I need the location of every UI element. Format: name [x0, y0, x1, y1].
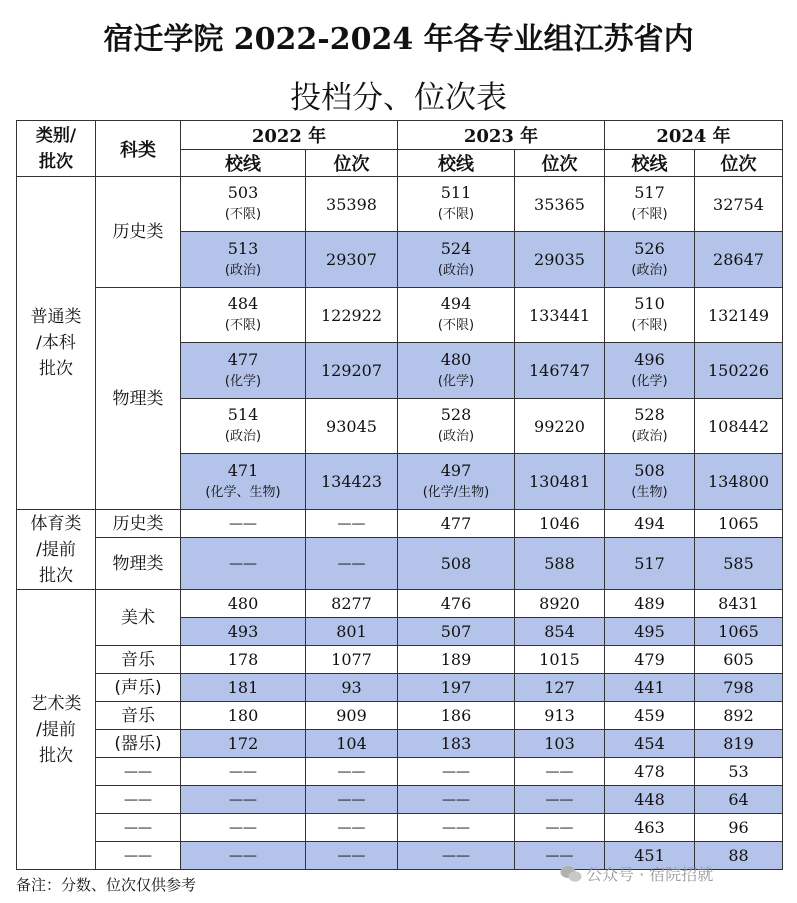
header-score-2023: 校线 — [398, 150, 515, 177]
header-rank-2024: 位次 — [695, 150, 783, 177]
table-row — [17, 177, 783, 232]
header-year-2022: 2022 年 — [181, 121, 398, 150]
cell-score-2023: —— — [398, 842, 515, 870]
cell-score-2023: 189 — [398, 646, 515, 674]
cell-value: 494 — [440, 294, 472, 313]
cell-rank-2022: —— — [306, 538, 398, 590]
cell-score-2022: —— — [181, 538, 306, 590]
cell-score-2023: 477 — [398, 510, 515, 538]
cell-score-2024 — [605, 177, 695, 232]
table-row — [17, 786, 783, 814]
table-row — [17, 674, 783, 702]
cell-requirement: (不限) — [631, 207, 668, 222]
cell-score-2023: 183 — [398, 730, 515, 758]
cell-value: 496 — [634, 349, 665, 369]
group-general: 普通类 /本科 批次 — [17, 177, 96, 510]
subject-music-vocal-1: 音乐 — [96, 646, 181, 674]
cell-rank-2024: 150226 — [695, 343, 783, 399]
cell-score-2024: 454 — [605, 730, 695, 758]
cell-rank-2024: 28647 — [695, 232, 783, 288]
cell-score-2023 — [398, 288, 515, 343]
cell-value: 477 — [227, 349, 259, 369]
cell-score-2023 — [398, 177, 515, 232]
cell-rank-2023: 130481 — [515, 454, 605, 510]
cell-score-2024: 479 — [605, 646, 695, 674]
subject-dash: —— — [96, 758, 181, 786]
cell-rank-2022: 93045 — [306, 399, 398, 454]
table-row — [17, 814, 783, 842]
cell-rank-2022: 122922 — [306, 288, 398, 343]
watermark-text: 公众号 · 宿院招就 — [586, 865, 714, 884]
cell-rank-2024: 88 — [695, 842, 783, 870]
cell-score-2022: 480 — [181, 590, 306, 618]
group-sports: 体育类 /提前 批次 — [17, 510, 96, 590]
cell-rank-2022: 104 — [306, 730, 398, 758]
header-category: 类别/ 批次 — [17, 121, 96, 177]
cell-score-2022 — [181, 343, 306, 399]
cell-rank-2022: —— — [306, 786, 398, 814]
cell-score-2024 — [605, 399, 695, 454]
cell-score-2024: 495 — [605, 618, 695, 646]
page-title-line1 — [0, 14, 797, 58]
cell-rank-2023: —— — [515, 842, 605, 870]
cell-score-2023: 476 — [398, 590, 515, 618]
cell-value: 517 — [634, 183, 665, 202]
subject-sports-history: 历史类 — [96, 510, 181, 538]
cell-rank-2024: 132149 — [695, 288, 783, 343]
cell-score-2024: 489 — [605, 590, 695, 618]
cell-score-2023: 507 — [398, 618, 515, 646]
subject-music-inst-2: (器乐) — [96, 730, 181, 758]
cell-score-2024: 463 — [605, 814, 695, 842]
cell-value: 497 — [440, 460, 472, 480]
table-row — [17, 758, 783, 786]
cell-requirement: (生物) — [631, 484, 668, 500]
cell-score-2024: 478 — [605, 758, 695, 786]
cell-rank-2023: 127 — [515, 674, 605, 702]
cell-score-2024: 451 — [605, 842, 695, 870]
cell-rank-2024: 108442 — [695, 399, 783, 454]
cell-value: 528 — [440, 405, 472, 424]
cell-score-2023: 197 — [398, 674, 515, 702]
subject-sports-physics: 物理类 — [96, 538, 181, 590]
cell-score-2022 — [181, 177, 306, 232]
cell-score-2024: 448 — [605, 786, 695, 814]
cell-score-2022: 181 — [181, 674, 306, 702]
cell-rank-2022: —— — [306, 842, 398, 870]
cell-score-2022: —— — [181, 842, 306, 870]
cell-rank-2022: 93 — [306, 674, 398, 702]
cell-score-2024 — [605, 288, 695, 343]
wechat-icon — [560, 865, 582, 883]
cell-score-2022 — [181, 232, 306, 288]
table-row — [17, 288, 783, 343]
cell-value: 503 — [227, 183, 259, 202]
cell-requirement: (政治) — [437, 429, 475, 444]
cell-rank-2024: 1065 — [695, 510, 783, 538]
cell-rank-2024: 585 — [695, 538, 783, 590]
cell-rank-2022: 1077 — [306, 646, 398, 674]
subject-dash: —— — [96, 842, 181, 870]
cell-score-2024 — [605, 343, 695, 399]
cell-rank-2023: 103 — [515, 730, 605, 758]
cell-requirement: (化学、生物) — [205, 484, 281, 500]
cell-requirement: (政治) — [437, 262, 475, 278]
cell-score-2023: —— — [398, 814, 515, 842]
cell-requirement: (政治) — [631, 429, 668, 444]
cell-rank-2023: 35365 — [515, 177, 605, 232]
cell-rank-2023: 99220 — [515, 399, 605, 454]
table-row — [17, 646, 783, 674]
cell-score-2022: —— — [181, 814, 306, 842]
cell-rank-2024: 53 — [695, 758, 783, 786]
header-year-2024: 2024 年 — [605, 121, 783, 150]
cell-requirement: (不限) — [437, 207, 475, 222]
cell-rank-2024: 8431 — [695, 590, 783, 618]
cell-score-2023: 508 — [398, 538, 515, 590]
header-year-2023: 2023 年 — [398, 121, 605, 150]
cell-rank-2022: 35398 — [306, 177, 398, 232]
cell-requirement: (化学) — [631, 373, 668, 389]
subject-music-vocal-2: (声乐) — [96, 674, 181, 702]
page-title-line2: 投档分、位次表 — [290, 80, 507, 116]
table-row — [17, 702, 783, 730]
cell-rank-2022: 134423 — [306, 454, 398, 510]
cell-score-2022 — [181, 288, 306, 343]
table-row — [17, 730, 783, 758]
table-row — [17, 510, 783, 538]
cell-rank-2024: 819 — [695, 730, 783, 758]
cell-rank-2022: 29307 — [306, 232, 398, 288]
cell-rank-2022: 8277 — [306, 590, 398, 618]
subject-music-inst-1: 音乐 — [96, 702, 181, 730]
cell-requirement: (化学) — [224, 373, 262, 389]
cell-rank-2023: —— — [515, 814, 605, 842]
cell-score-2023 — [398, 399, 515, 454]
cell-score-2023 — [398, 232, 515, 288]
cell-rank-2022: 801 — [306, 618, 398, 646]
cell-requirement: (政治) — [224, 262, 262, 278]
footnote: 备注：分数、位次仅供参考 — [16, 876, 197, 894]
subject-dash: —— — [96, 786, 181, 814]
cell-rank-2022: 909 — [306, 702, 398, 730]
cell-score-2023: 186 — [398, 702, 515, 730]
cell-rank-2024: 892 — [695, 702, 783, 730]
header-score-2024: 校线 — [605, 150, 695, 177]
table-row — [17, 538, 783, 590]
cell-requirement: (不限) — [437, 318, 475, 333]
cell-rank-2023: 588 — [515, 538, 605, 590]
cell-requirement: (政治) — [631, 262, 668, 278]
watermark — [560, 862, 713, 885]
cell-score-2024: 494 — [605, 510, 695, 538]
cell-requirement: (不限) — [631, 318, 668, 333]
cell-rank-2024: 32754 — [695, 177, 783, 232]
table-row — [17, 590, 783, 618]
cell-value: 471 — [227, 460, 259, 480]
header-row-years — [17, 121, 783, 150]
cell-score-2024: 459 — [605, 702, 695, 730]
cell-value: 528 — [634, 405, 665, 424]
cell-rank-2023: —— — [515, 786, 605, 814]
cell-score-2022 — [181, 454, 306, 510]
cell-rank-2023: 1015 — [515, 646, 605, 674]
cell-score-2022 — [181, 399, 306, 454]
title-school: 宿迁学院 — [103, 22, 224, 57]
cell-rank-2023: 1046 — [515, 510, 605, 538]
cell-score-2024: 517 — [605, 538, 695, 590]
cell-score-2022: 180 — [181, 702, 306, 730]
cell-rank-2023: 29035 — [515, 232, 605, 288]
subject-physics: 物理类 — [96, 288, 181, 510]
cell-value: 508 — [634, 460, 665, 480]
title-rest: 2022-2024 年各专业组江苏省内 — [233, 22, 694, 57]
cell-score-2023: —— — [398, 758, 515, 786]
subject-dash: —— — [96, 814, 181, 842]
cell-score-2023 — [398, 454, 515, 510]
cell-rank-2023: —— — [515, 758, 605, 786]
score-rank-table — [16, 120, 783, 870]
cell-rank-2023: 133441 — [515, 288, 605, 343]
cell-value: 513 — [227, 238, 259, 258]
cell-score-2022: —— — [181, 786, 306, 814]
cell-rank-2024: 798 — [695, 674, 783, 702]
cell-value: 526 — [634, 238, 665, 258]
cell-rank-2022: —— — [306, 510, 398, 538]
cell-rank-2023: 8920 — [515, 590, 605, 618]
header-rank-2023: 位次 — [515, 150, 605, 177]
cell-requirement: (政治) — [224, 429, 262, 444]
group-art: 艺术类 /提前 批次 — [17, 590, 96, 870]
header-subject: 科类 — [96, 121, 181, 177]
cell-requirement: (化学) — [437, 373, 475, 389]
cell-requirement: (化学/生物) — [422, 484, 490, 500]
cell-rank-2024: 96 — [695, 814, 783, 842]
cell-score-2022: —— — [181, 758, 306, 786]
cell-rank-2022: —— — [306, 814, 398, 842]
subject-history: 历史类 — [96, 177, 181, 288]
cell-value: 480 — [440, 349, 472, 369]
subject-fine-art: 美术 — [96, 590, 181, 646]
cell-score-2022: —— — [181, 510, 306, 538]
cell-requirement: (不限) — [224, 318, 262, 333]
cell-rank-2023: 913 — [515, 702, 605, 730]
cell-score-2024 — [605, 454, 695, 510]
cell-score-2023 — [398, 343, 515, 399]
cell-score-2022: 172 — [181, 730, 306, 758]
header-score-2022: 校线 — [181, 150, 306, 177]
cell-rank-2023: 854 — [515, 618, 605, 646]
cell-score-2022: 178 — [181, 646, 306, 674]
cell-rank-2024: 605 — [695, 646, 783, 674]
cell-value: 484 — [227, 294, 259, 313]
cell-rank-2024: 134800 — [695, 454, 783, 510]
cell-score-2024 — [605, 232, 695, 288]
cell-score-2022: 493 — [181, 618, 306, 646]
cell-rank-2022: —— — [306, 758, 398, 786]
cell-rank-2024: 1065 — [695, 618, 783, 646]
cell-rank-2024: 64 — [695, 786, 783, 814]
cell-score-2023: —— — [398, 786, 515, 814]
cell-value: 510 — [634, 294, 665, 313]
cell-value: 524 — [440, 238, 472, 258]
cell-rank-2023: 146747 — [515, 343, 605, 399]
cell-requirement: (不限) — [224, 207, 262, 222]
header-rank-2022: 位次 — [306, 150, 398, 177]
cell-rank-2022: 129207 — [306, 343, 398, 399]
cell-score-2024: 441 — [605, 674, 695, 702]
cell-value: 511 — [440, 183, 472, 202]
cell-value: 514 — [227, 405, 259, 424]
